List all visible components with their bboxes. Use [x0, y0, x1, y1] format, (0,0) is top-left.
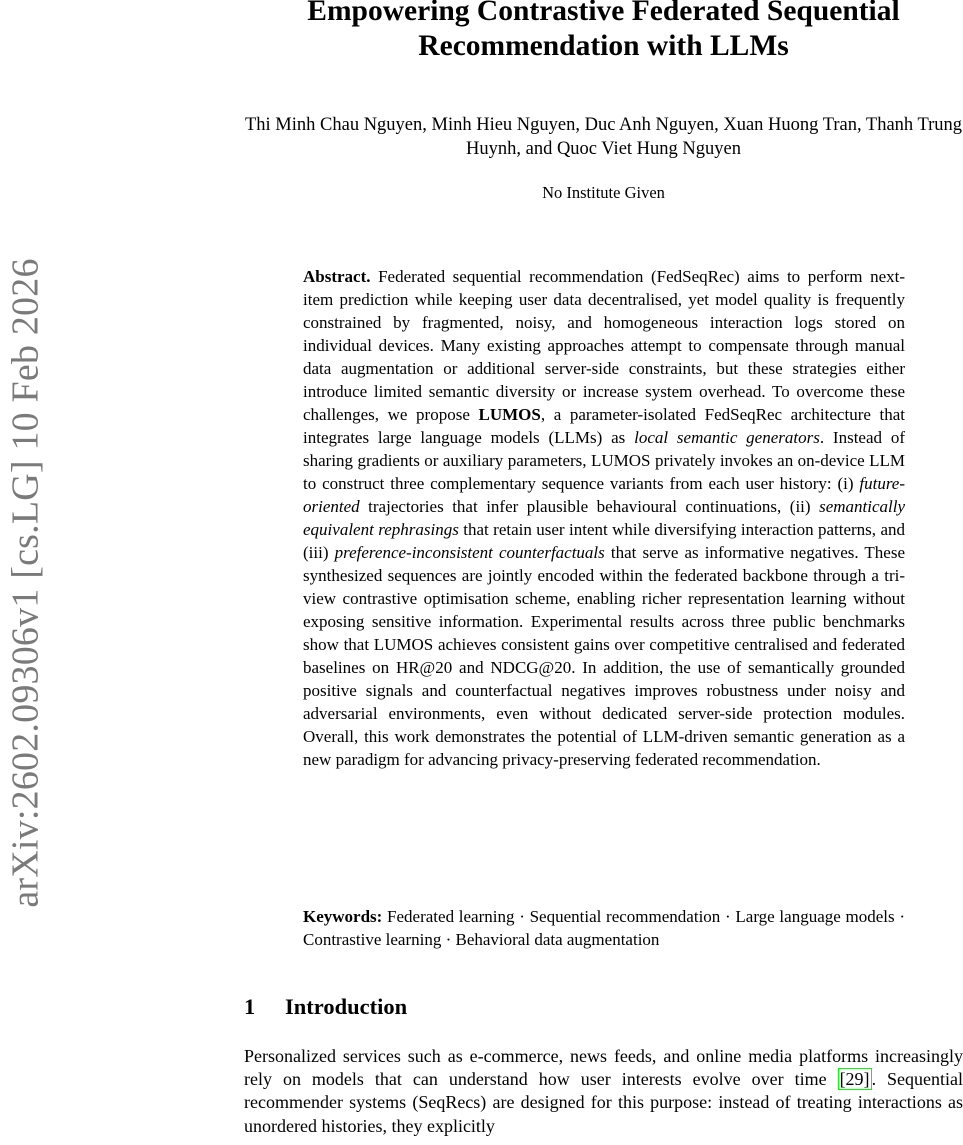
- abstract-text-2: , a parameter-isolated FedSeqRec architecture that integrates large language models (LLMs) as: [303, 405, 906, 447]
- abstract-text-4: trajectories that infer plausible behavioural continuations, (ii): [368, 497, 811, 516]
- abstract-emphasis-2: future-oriented: [303, 474, 906, 516]
- abstract-label: Abstract.: [303, 267, 371, 286]
- keywords-label: Keywords:: [303, 907, 383, 926]
- abstract-emphasis-1: local semantic generators: [634, 428, 820, 447]
- intro-text-1: Personalized services such as e-commerce, news feeds, and online media platforms increasingly rely on models that can understand how user interests evolve over time: [244, 1046, 963, 1090]
- arxiv-identifier: arXiv:2602.09306v1 [cs.LG] 10 Feb 2026: [5, 257, 48, 908]
- abstract-text-3: . Instead of sharing gradients or auxiliary parameters, LUMOS privately invokes an on-device LLM to construct three complementary sequence variants from each user history: (i): [303, 428, 905, 493]
- institute: No Institute Given: [542, 183, 665, 202]
- method-name: LUMOS: [478, 405, 541, 424]
- keywords: [303, 905, 905, 951]
- abstract-emphasis-3: semantically equivalent rephrasings: [303, 497, 905, 539]
- abstract-emphasis-4: preference-inconsistent counterfactuals: [334, 543, 605, 562]
- paper-title: Empowering Contrastive Federated Sequential Recommendation with LLMs: [307, 0, 900, 62]
- author-list: Thi Minh Chau Nguyen, Minh Hieu Nguyen, Duc Anh Nguyen, Xuan Huong Tran, Thanh Trung Huynh, and Quoc Viet Hung Nguyen: [244, 115, 963, 159]
- citation-link[interactable]: [29]: [839, 1069, 870, 1090]
- intro-paragraph: [244, 1045, 963, 1138]
- section-title: Introduction: [285, 994, 408, 1019]
- section-heading: [244, 992, 407, 1022]
- abstract-text-5: that retain user intent while diversifying interaction patterns, and (iii): [303, 520, 906, 562]
- intro-text-2: . Sequential recommender systems (SeqRecs) are designed for this purpose: instead of treating interactions as unordered histories, they explicitly: [244, 1069, 963, 1136]
- section-number: 1: [244, 994, 256, 1019]
- abstract-text-6: that serve as informative negatives. These synthesized sequences are jointly encoded within the federated backbone through a tri-view contrastive optimisation scheme, enabling richer representation learning without exposing sensitive information. Experimental results across three public benchmarks show that LUMOS achieves consistent gains over competitive centralised and federated baselines on HR@20 and NDCG@20. In addition, the use of semantically grounded positive signals and counterfactual negatives improves robustness under noisy and adversarial environments, even without dedicated server-side protection modules. Overall, this work demonstrates the potential of LLM-driven semantic generation as a new paradigm for advancing privacy-preserving federated recommendation.: [303, 543, 905, 769]
- abstract-text-1: Federated sequential recommendation (FedSeqRec) aims to perform next-item prediction while keeping user data decentralised, yet model quality is frequently constrained by fragmented, noisy, and homogeneous interaction logs stored on individual devices. Many existing approaches attempt to compensate through manual data augmentation or additional server-side constraints, but these strategies either introduce limited semantic diversity or increase system overhead. To overcome these challenges, we propose: [303, 267, 905, 424]
- abstract: [303, 265, 905, 771]
- keywords-text: Federated learning · Sequential recommendation · Large language models · Contrastive learning · Behavioral data augmentation: [303, 907, 905, 949]
- arxiv-sidebar: [2, 220, 50, 945]
